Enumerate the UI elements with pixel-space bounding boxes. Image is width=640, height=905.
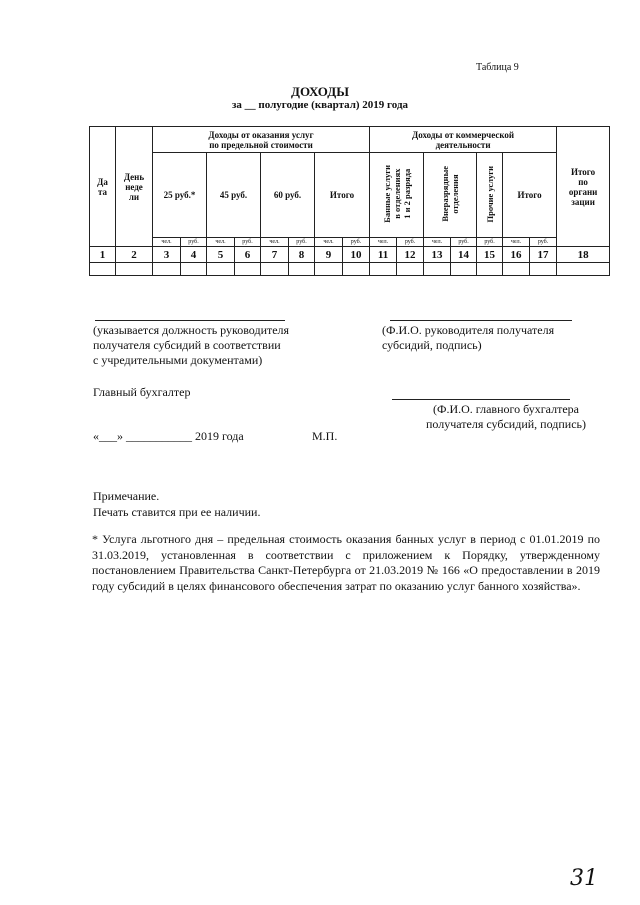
- group-regulated-header: Доходы от оказания услуг по предельной стоимости: [153, 127, 370, 153]
- income-table: [89, 126, 610, 276]
- date-line: «___» ___________ 2019 года: [93, 429, 244, 443]
- sub-bath-header: Банные услуги в отделениях 1 и 2 разряда: [370, 153, 424, 238]
- unit-cell: чел.: [424, 238, 451, 247]
- sub-45-header: 45 руб.: [207, 153, 261, 238]
- accountant-name-caption: (Ф.И.О. главного бухгалтера получателя субсидий, подпись): [425, 402, 586, 431]
- unit-cell: чел.: [315, 238, 343, 247]
- column-number: 12: [397, 247, 424, 263]
- manager-name-caption: (Ф.И.О. руководителя получателя субсидий, подпись): [382, 323, 555, 352]
- unit-cell: руб.: [235, 238, 261, 247]
- unit-cell: чел.: [153, 238, 181, 247]
- column-number: 10: [343, 247, 370, 263]
- unit-cell: чел.: [503, 238, 530, 247]
- column-number: 3: [153, 247, 181, 263]
- unit-cell: руб.: [477, 238, 503, 247]
- column-number: 11: [370, 247, 397, 263]
- column-number: 4: [181, 247, 207, 263]
- column-number: 13: [424, 247, 451, 263]
- column-number: 2: [116, 247, 153, 263]
- col-date-header: Да та: [90, 127, 116, 247]
- column-number: 18: [557, 247, 610, 263]
- column-number: 1: [90, 247, 116, 263]
- document-subtitle: за __ полугодие (квартал) 2019 года: [231, 99, 409, 111]
- unit-cell: чел.: [207, 238, 235, 247]
- sub-extra-header: Внеразрядные отделения: [424, 153, 477, 238]
- column-number: 16: [503, 247, 530, 263]
- stamp-label: М.П.: [312, 429, 338, 443]
- group-commercial-header: Доходы от коммерческой деятельности: [370, 127, 557, 153]
- unit-cell: руб.: [530, 238, 557, 247]
- sub-total1-header: Итого: [315, 153, 370, 238]
- column-number: 8: [289, 247, 315, 263]
- manager-signature-line: [390, 320, 572, 321]
- footnote: * Услуга льготного дня – предельная стоимость оказания банных услуг в период с 01.01.2019 по 31.03.2019, установленная в соответствии с приложением к Порядку, утвержденному постановлением Правительства Санкт-Петербурга от 21.03.2019 № 166 «О предоставлении в 2019 году субсидий в целях финансового обеспечения затрат по оказанию услуг банного хозяйства».: [92, 532, 600, 593]
- unit-cell: руб.: [343, 238, 370, 247]
- note-text: Печать ставится при ее наличии.: [93, 505, 261, 519]
- column-number: 5: [207, 247, 235, 263]
- page-number: 31: [570, 866, 598, 891]
- chief-accountant-label: Главный бухгалтер: [93, 385, 191, 399]
- column-number: 15: [477, 247, 503, 263]
- column-number: 6: [235, 247, 261, 263]
- column-number: 9: [315, 247, 343, 263]
- column-number: 14: [451, 247, 477, 263]
- col-total-org-header: Итого по органи зации: [557, 127, 610, 247]
- table-label: Таблица 9: [476, 62, 519, 73]
- sub-other-header: Прочие услуги: [477, 153, 503, 238]
- unit-cell: чел.: [370, 238, 397, 247]
- manager-position-line: [95, 320, 285, 321]
- unit-cell: чел.: [261, 238, 289, 247]
- document-title: ДОХОДЫ: [291, 84, 349, 99]
- unit-cell: руб.: [397, 238, 424, 247]
- sub-25-header: 25 руб.*: [153, 153, 207, 238]
- unit-cell: руб.: [289, 238, 315, 247]
- column-number: 7: [261, 247, 289, 263]
- sub-total2-header: Итого: [503, 153, 557, 238]
- note-title: Примечание.: [93, 489, 160, 503]
- sub-60-header: 60 руб.: [261, 153, 315, 238]
- column-number: 17: [530, 247, 557, 263]
- unit-cell: руб.: [451, 238, 477, 247]
- accountant-signature-line: [392, 399, 570, 400]
- manager-position-caption: (указывается должность руководителя получателя субсидий в соответствии с учредительными документами): [93, 323, 290, 367]
- table-row: [90, 263, 610, 276]
- col-weekday-header: День неде ли: [116, 127, 153, 247]
- unit-cell: руб.: [181, 238, 207, 247]
